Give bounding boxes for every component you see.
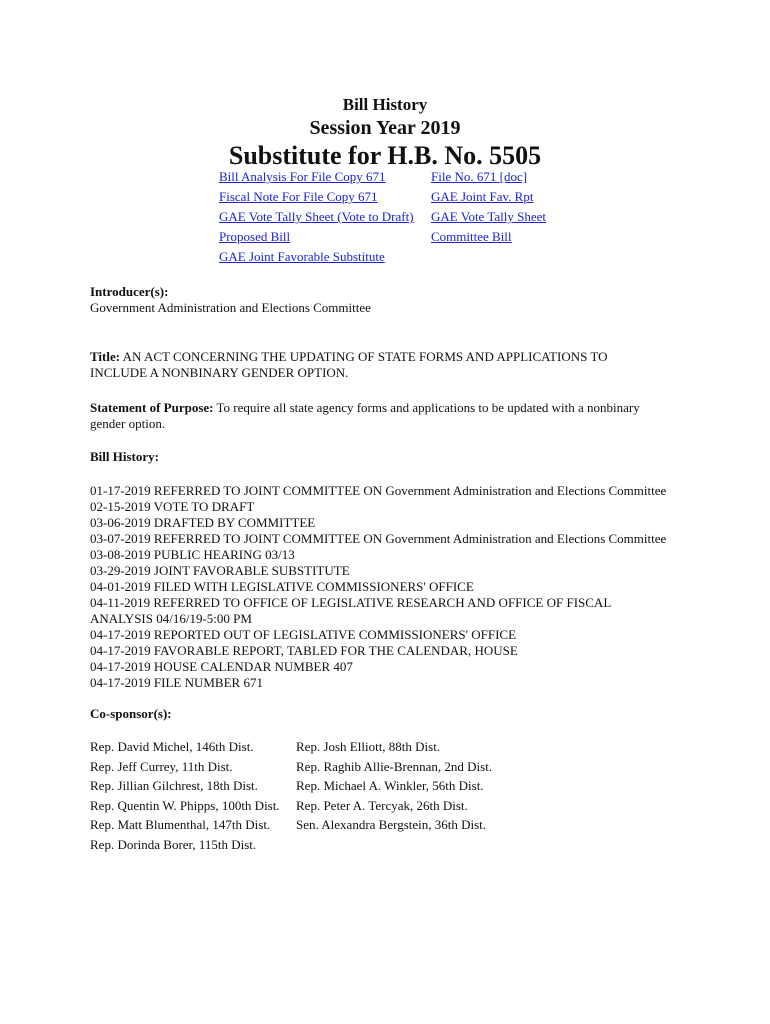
bill-title-text: AN ACT CONCERNING THE UPDATING OF STATE FORMS AND APPLICATIONS TO INCLUDE A NONBINARY GENDER OPTION. (90, 349, 608, 380)
introducers-label: Introducer(s): (90, 284, 169, 299)
bill-history-label: Bill History: (90, 449, 159, 464)
purpose-text: To require all state agency forms and applications to be updated with a nonbinary gender option. (90, 400, 640, 431)
cosponsor-name: Rep. David Michel, 146th Dist. (90, 739, 254, 754)
cosponsor-name: Rep. Jillian Gilchrest, 18th Dist. (90, 778, 258, 793)
history-entry: 04-01-2019 FILED WITH LEGISLATIVE COMMISSIONERS' OFFICE (90, 579, 474, 594)
link-joint-favorable-substitute[interactable]: GAE Joint Favorable Substitute (219, 249, 385, 264)
history-entry: 04-17-2019 HOUSE CALENDAR NUMBER 407 (90, 659, 353, 674)
cosponsor-name: Sen. Alexandra Bergstein, 36th Dist. (296, 817, 487, 832)
cosponsor-name: Rep. Jeff Currey, 11th Dist. (90, 758, 233, 774)
history-entry: 04-17-2019 FAVORABLE REPORT, TABLED FOR THE CALENDAR, HOUSE (90, 643, 518, 658)
history-entry: 04-17-2019 FILE NUMBER 671 (90, 675, 263, 690)
link-fiscal-note[interactable]: Fiscal Note For File Copy 671 (219, 189, 378, 204)
bill-history-list (90, 483, 690, 691)
doc-heading-bill-number: Substitute for H.B. No. 5505 (228, 141, 542, 170)
link-bill-analysis[interactable]: Bill Analysis For File Copy 671 (219, 169, 386, 184)
doc-heading-bill-history: Bill History (342, 95, 428, 114)
cosponsor-name: Rep. Dorinda Borer, 115th Dist. (90, 836, 257, 852)
bill-title-section (90, 349, 650, 381)
introducers-value: Government Administration and Elections Committee (90, 300, 371, 315)
bill-title-label: Title: (90, 349, 121, 364)
history-entry: 03-06-2019 DRAFTED BY COMMITTEE (90, 515, 316, 530)
link-joint-fav-rpt[interactable]: GAE Joint Fav. Rpt (431, 189, 534, 204)
history-entry: 02-15-2019 VOTE TO DRAFT (90, 499, 255, 514)
statement-of-purpose-section (90, 400, 670, 432)
cosponsor-name: Rep. Peter A. Tercyak, 26th Dist. (296, 797, 468, 813)
introducers-section (90, 284, 690, 316)
history-entry: 04-11-2019 REFERRED TO OFFICE OF LEGISLATIVE RESEARCH AND OFFICE OF FISCAL ANALYSIS 04/16/19-5:00 PM (90, 595, 612, 626)
link-file-no-doc[interactable]: File No. 671 [doc] (431, 169, 528, 184)
purpose-label: Statement of Purpose: (90, 400, 214, 415)
history-entry: 03-07-2019 REFERRED TO JOINT COMMITTEE ON Government Administration and Elections Committee (90, 531, 667, 546)
link-committee-bill[interactable]: Committee Bill (431, 229, 512, 244)
history-entry: 01-17-2019 REFERRED TO JOINT COMMITTEE ON Government Administration and Elections Committee (90, 483, 667, 498)
related-documents-links (219, 169, 561, 265)
cosponsors-label: Co-sponsor(s): (90, 706, 172, 721)
history-entry: 03-08-2019 PUBLIC HEARING 03/13 (90, 547, 295, 562)
cosponsor-name: Rep. Michael A. Winkler, 56th Dist. (296, 778, 484, 793)
cosponsor-name: Rep. Raghib Allie-Brennan, 2nd Dist. (296, 758, 493, 774)
cosponsor-name: Rep. Josh Elliott, 88th Dist. (296, 739, 441, 754)
cosponsors-list (90, 739, 526, 853)
link-proposed-bill[interactable]: Proposed Bill (219, 229, 291, 244)
doc-heading-session-year: Session Year 2019 (309, 117, 461, 139)
cosponsor-name: Rep. Quentin W. Phipps, 100th Dist. (90, 797, 280, 813)
link-vote-tally-sheet[interactable]: GAE Vote Tally Sheet (431, 209, 547, 224)
history-entry: 04-17-2019 REPORTED OUT OF LEGISLATIVE COMMISSIONERS' OFFICE (90, 627, 517, 642)
cosponsor-name: Rep. Matt Blumenthal, 147th Dist. (90, 817, 271, 832)
link-vote-tally-draft[interactable]: GAE Vote Tally Sheet (Vote to Draft) (219, 209, 414, 224)
history-entry: 03-29-2019 JOINT FAVORABLE SUBSTITUTE (90, 563, 350, 578)
